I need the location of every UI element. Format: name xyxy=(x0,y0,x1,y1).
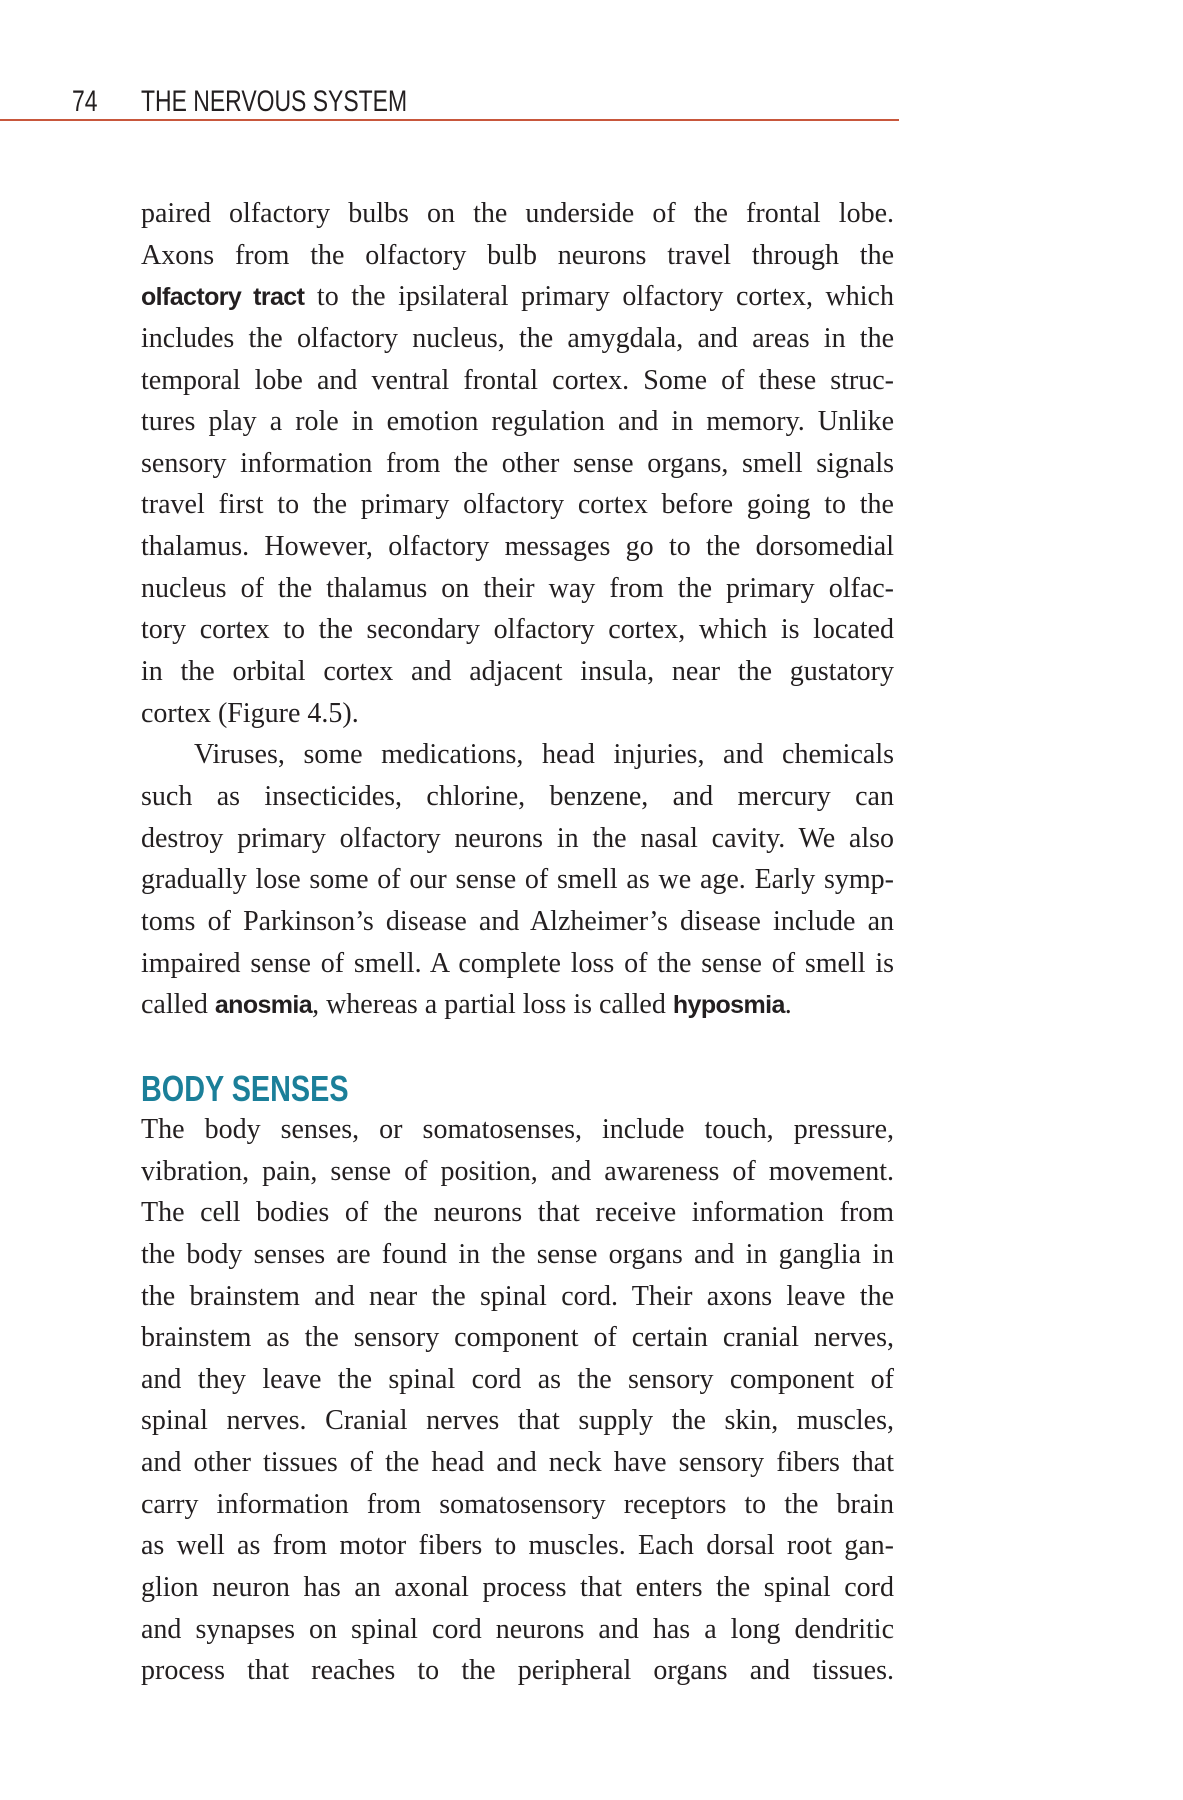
text-line xyxy=(141,693,894,735)
text-line xyxy=(141,984,894,1026)
text-run: Viruses, some medications, head injuries, and chemicals xyxy=(194,739,894,771)
text-line xyxy=(141,1109,894,1151)
text-run: and other tissues of the head and neck have sensory fibers that xyxy=(141,1447,894,1479)
text-line xyxy=(141,901,894,943)
text-run: includes the olfactory nucleus, the amygdala, and areas in the xyxy=(141,322,894,354)
text-line xyxy=(141,1400,894,1442)
text-run: spinal nerves. Cranial nerves that supply the skin, muscles, xyxy=(141,1405,894,1437)
text-run: vibration, pain, sense of position, and awareness of movement. xyxy=(141,1155,894,1187)
text-run: destroy primary olfactory neurons in the nasal cavity. We also xyxy=(141,822,894,854)
text-line xyxy=(141,1359,894,1401)
text-line xyxy=(141,1151,894,1193)
text-line xyxy=(141,1442,894,1484)
text-line xyxy=(141,318,894,360)
text-line xyxy=(141,484,894,526)
text-run: thalamus. However, olfactory messages go to the dorsomedial xyxy=(141,531,894,563)
running-title: THE NERVOUS SYSTEM xyxy=(141,85,408,118)
text-run: process that reaches to the peripheral organs and tissues. xyxy=(141,1655,894,1687)
text-line xyxy=(141,1317,894,1359)
text-run: travel first to the primary olfactory cortex before going to the xyxy=(141,489,894,521)
text-line xyxy=(141,859,894,901)
text-run: impaired sense of smell. A complete loss of the sense of smell is xyxy=(141,947,894,979)
body-text-section xyxy=(141,1109,894,1692)
text-run: to the ipsilateral primary olfactory cortex, which xyxy=(304,281,894,313)
text-run: and they leave the spinal cord as the sensory component of xyxy=(141,1363,894,1395)
text-run: glion neuron has an axonal process that enters the spinal cord xyxy=(141,1572,894,1604)
text-line xyxy=(141,235,894,277)
text-run: and synapses on spinal cord neurons and has a long dendritic xyxy=(141,1613,894,1645)
text-run: as well as from motor fibers to muscles. Each dorsal root gan- xyxy=(141,1530,894,1562)
text-run: in the orbital cortex and adjacent insula, near the gustatory xyxy=(141,656,894,688)
text-run: called xyxy=(141,989,215,1021)
text-run: The cell bodies of the neurons that receive information from xyxy=(141,1197,894,1229)
text-line xyxy=(141,943,894,985)
key-term: olfactory tract xyxy=(141,283,305,312)
text-line xyxy=(141,609,894,651)
text-line xyxy=(141,401,894,443)
text-line xyxy=(141,526,894,568)
paragraph-olfactory-pathway xyxy=(141,193,894,734)
body-text-top xyxy=(141,193,894,1026)
text-run: carry information from somatosensory receptors to the brain xyxy=(141,1488,894,1520)
text-run: the brainstem and near the spinal cord. Their axons leave the xyxy=(141,1280,894,1312)
text-run: brainstem as the sensory component of certain cranial nerves, xyxy=(141,1322,894,1354)
text-run: temporal lobe and ventral frontal cortex. Some of these struc- xyxy=(141,364,894,396)
text-run: such as insecticides, chlorine, benzene, and mercury can xyxy=(141,780,894,812)
text-line xyxy=(141,443,894,485)
page-number: 74 xyxy=(72,85,98,118)
text-line xyxy=(141,568,894,610)
text-line xyxy=(141,1525,894,1567)
text-line xyxy=(141,1650,894,1692)
text-run: tures play a role in emotion regulation and in memory. Unlike xyxy=(141,406,894,438)
text-run: The body senses, or somatosenses, include touch, pressure, xyxy=(141,1114,894,1145)
text-line xyxy=(141,1609,894,1651)
text-line xyxy=(141,818,894,860)
text-run: . xyxy=(784,989,792,1021)
text-line xyxy=(141,734,894,776)
text-run: gradually lose some of our sense of smell as we age. Early symp- xyxy=(141,864,894,896)
text-run: cortex (Figure 4.5). xyxy=(141,697,359,729)
key-term: hyposmia xyxy=(672,991,785,1020)
key-term: anosmia xyxy=(214,991,313,1020)
text-line xyxy=(141,360,894,402)
header-rule xyxy=(0,119,899,121)
text-line xyxy=(141,651,894,693)
text-line xyxy=(141,193,894,235)
text-line xyxy=(141,1567,894,1609)
text-line xyxy=(141,1276,894,1318)
text-run: , whereas a partial loss is called xyxy=(312,989,673,1021)
paragraph-body-senses xyxy=(141,1109,894,1692)
text-run: tory cortex to the secondary olfactory cortex, which is located xyxy=(141,614,894,646)
text-run: sensory information from the other sense organs, smell signals xyxy=(141,447,894,479)
text-line xyxy=(141,776,894,818)
text-line xyxy=(141,276,894,318)
paragraph-smell-loss xyxy=(141,734,894,1025)
text-run: the body senses are found in the sense organs and in ganglia in xyxy=(141,1238,894,1270)
text-run: paired olfactory bulbs on the underside of the frontal lobe. xyxy=(141,198,894,229)
text-run: toms of Parkinson’s disease and Alzheimer’s disease include an xyxy=(141,905,894,937)
text-run: Axons from the olfactory bulb neurons travel through the xyxy=(141,239,894,271)
text-run: nucleus of the thalamus on their way from the primary olfac- xyxy=(141,572,894,604)
section-heading: BODY SENSES xyxy=(141,1068,349,1109)
text-line xyxy=(141,1484,894,1526)
text-line xyxy=(141,1192,894,1234)
text-line xyxy=(141,1234,894,1276)
